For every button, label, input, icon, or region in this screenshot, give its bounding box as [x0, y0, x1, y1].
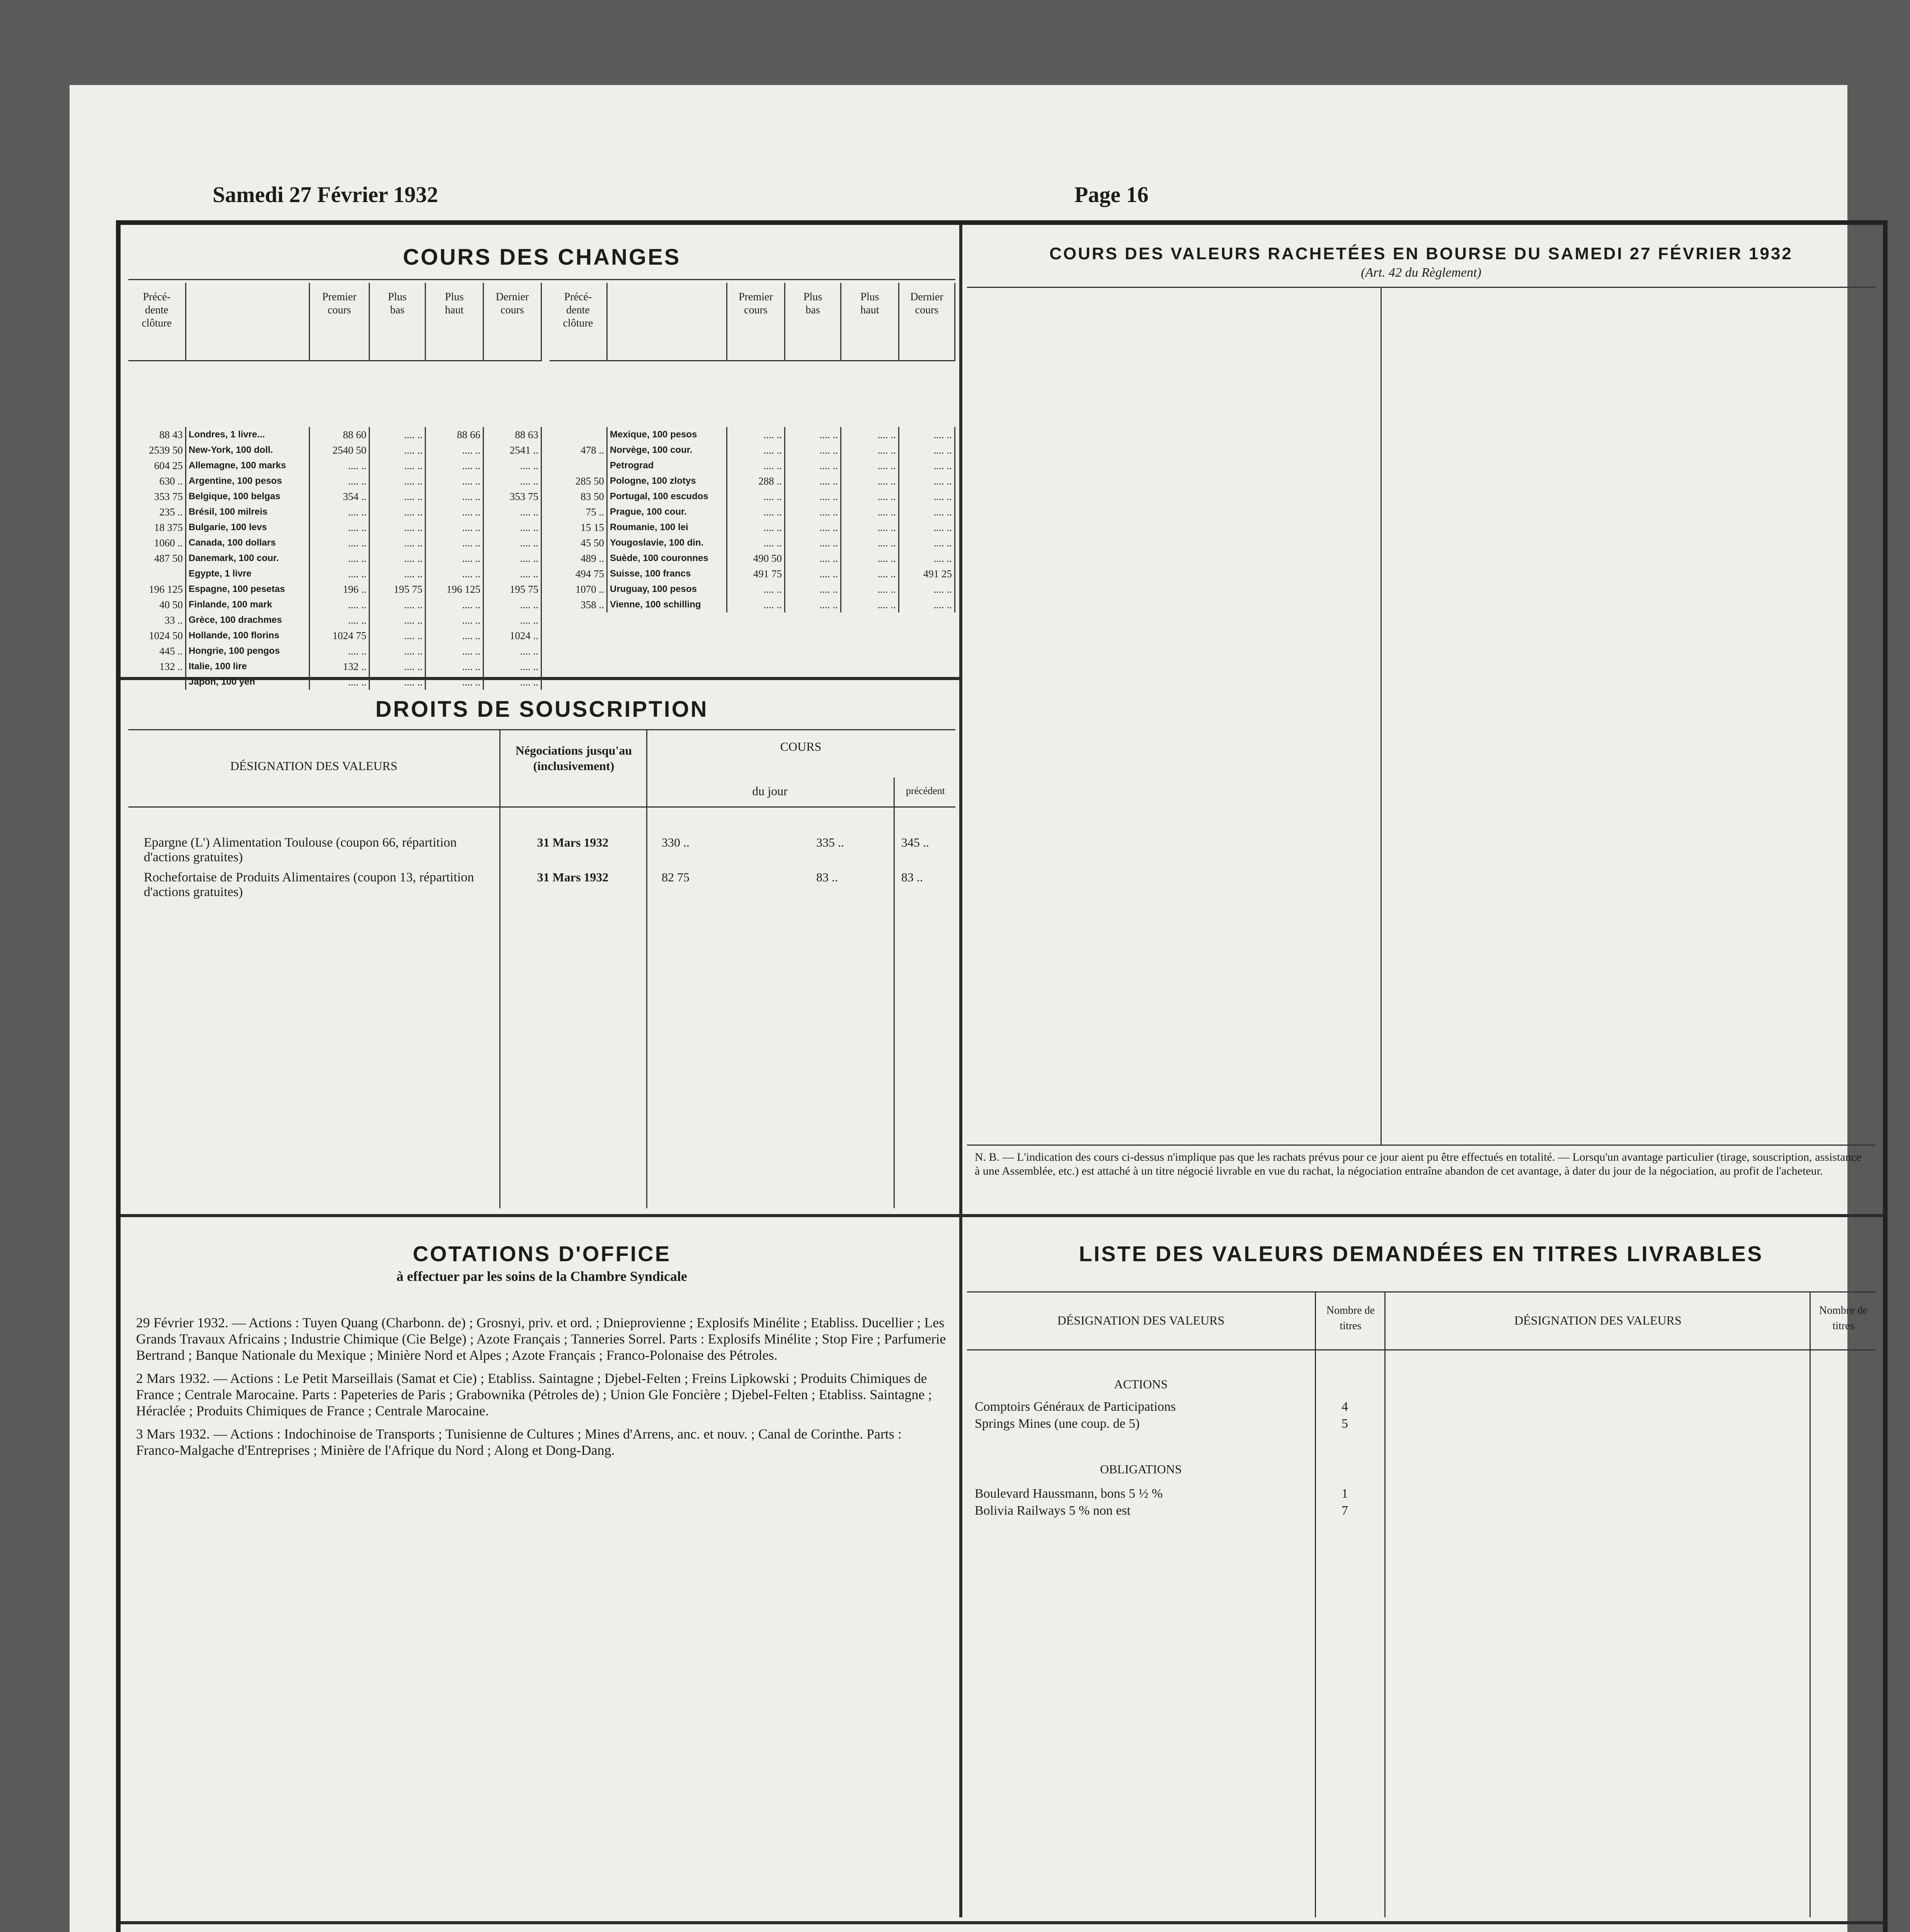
changes-value: .... ..: [841, 458, 899, 473]
liste-col-designation-right: DÉSIGNATION DES VALEURS: [1514, 1313, 1682, 1327]
changes-row: [550, 551, 955, 566]
changes-value: .... ..: [426, 489, 484, 504]
changes-col-head: Plus bas: [370, 283, 426, 360]
changes-value: .... ..: [841, 504, 899, 520]
changes-value: 196 125: [426, 582, 484, 597]
droits-col-designation: DÉSIGNATION DES VALEURS: [230, 759, 398, 773]
changes-value: .... ..: [310, 612, 370, 628]
changes-value: 196 125: [128, 582, 186, 597]
droits-row: [128, 870, 955, 905]
changes-currency: Prague, 100 cour.: [608, 504, 727, 520]
changes-value: .... ..: [899, 473, 955, 489]
cotations-title: COTATIONS D'OFFICE: [412, 1242, 671, 1266]
changes-row: [550, 566, 955, 582]
changes-body: [550, 361, 955, 612]
changes-value: .... ..: [370, 628, 426, 643]
changes-value: 487 50: [128, 551, 186, 566]
changes-value: .... ..: [785, 566, 841, 582]
changes-value: .... ..: [310, 551, 370, 566]
liste-section-obligations: OBLIGATIONS: [1100, 1462, 1182, 1476]
changes-value: 604 25: [128, 458, 186, 473]
changes-value: .... ..: [310, 674, 370, 690]
changes-col-head: Précé- dente clôture: [550, 283, 608, 360]
changes-currency: Allemagne, 100 marks: [186, 458, 310, 473]
changes-value: .... ..: [484, 520, 542, 535]
changes-value: .... ..: [899, 442, 955, 458]
changes-value: .... ..: [841, 442, 899, 458]
liste-row: [975, 1400, 1384, 1417]
liste-nombre: 1: [1341, 1486, 1348, 1501]
changes-row: [550, 520, 955, 535]
changes-value: .... ..: [484, 504, 542, 520]
changes-currency: Brésil, 100 milreis: [186, 504, 310, 520]
changes-value: .... ..: [785, 458, 841, 473]
changes-value: .... ..: [370, 458, 426, 473]
changes-value: 2540 50: [310, 442, 370, 458]
droits-cours-jour: 82 75: [662, 870, 689, 884]
changes-value: .... ..: [370, 489, 426, 504]
changes-row: [550, 442, 955, 458]
changes-value: .... ..: [841, 473, 899, 489]
changes-currency: Italie, 100 lire: [186, 659, 310, 674]
changes-currency: Espagne, 100 pesetas: [186, 582, 310, 597]
changes-row: [550, 489, 955, 504]
changes-row: [128, 520, 542, 535]
droits-title: DROITS DE SOUSCRIPTION: [375, 697, 708, 722]
changes-value: .... ..: [310, 504, 370, 520]
changes-value: 235 ..: [128, 504, 186, 520]
changes-value: .... ..: [727, 504, 785, 520]
changes-row: [550, 597, 955, 612]
changes-currency: Egypte, 1 livre: [186, 566, 310, 582]
rachetees-title: COURS DES VALEURS RACHETÉES EN BOURSE DU SAMEDI 27 FÉVRIER 1932: [1049, 244, 1793, 263]
changes-col-head: [186, 283, 310, 360]
droits-cours-jour: 335 ..: [816, 835, 844, 849]
changes-value: .... ..: [727, 442, 785, 458]
changes-currency: Yougoslavie, 100 din.: [608, 535, 727, 551]
changes-value: 196 ..: [310, 582, 370, 597]
changes-currency: Suède, 100 couronnes: [608, 551, 727, 566]
liste-col-nombre-left: Nombre de titres: [1326, 1304, 1375, 1332]
changes-col-head: Dernier cours: [899, 283, 955, 360]
changes-currency: Japon, 100 yen: [186, 674, 310, 690]
changes-currency: New-York, 100 doll.: [186, 442, 310, 458]
changes-value: .... ..: [426, 612, 484, 628]
changes-value: .... ..: [426, 551, 484, 566]
changes-value: .... ..: [310, 473, 370, 489]
changes-col-head: Dernier cours: [484, 283, 542, 360]
changes-row: [128, 612, 542, 628]
droits-cours-precedent: 83 ..: [901, 870, 923, 884]
rappels-cours-panel: [128, 1929, 642, 1932]
changes-value: 132 ..: [310, 659, 370, 674]
changes-value: 489 ..: [550, 551, 608, 566]
changes-value: .... ..: [484, 458, 542, 473]
changes-table-right: [550, 283, 955, 612]
changes-value: 445 ..: [128, 643, 186, 659]
liste-nombre: 5: [1341, 1417, 1348, 1431]
changes-row: [550, 473, 955, 489]
changes-value: 132 ..: [128, 659, 186, 674]
cotations-subtitle: à effectuer par les soins de la Chambre Syndicale: [397, 1269, 687, 1284]
header-page-number: Page 16: [1074, 182, 1149, 207]
changes-value: .... ..: [785, 597, 841, 612]
droits-date: 31 Mars 1932: [537, 870, 609, 884]
changes-value: .... ..: [484, 659, 542, 674]
column-divider: [959, 225, 962, 1917]
changes-row: [128, 628, 542, 643]
liste-col-designation-left: DÉSIGNATION DES VALEURS: [1057, 1313, 1225, 1327]
changes-currency: Finlande, 100 mark: [186, 597, 310, 612]
row-divider: [121, 1214, 1883, 1217]
changes-value: 1024 75: [310, 628, 370, 643]
changes-value: .... ..: [841, 489, 899, 504]
cotations-office-panel: [128, 1222, 955, 1917]
changes-value: .... ..: [426, 659, 484, 674]
changes-value: 358 ..: [550, 597, 608, 612]
changes-value: 40 50: [128, 597, 186, 612]
changes-value: .... ..: [727, 489, 785, 504]
changes-value: .... ..: [426, 597, 484, 612]
droits-col-negociations: Négociations jusqu'au (inclusivement): [515, 743, 632, 773]
changes-currency: Suisse, 100 francs: [608, 566, 727, 582]
changes-value: .... ..: [426, 628, 484, 643]
droits-designation: Epargne (L') Alimentation Toulouse (coupon 66, répartition d'actions gratuites): [144, 835, 457, 864]
changes-value: .... ..: [484, 612, 542, 628]
droits-designation: Rochefortaise de Produits Alimentaires (coupon 13, répartition d'actions gratuites): [144, 870, 474, 899]
changes-value: .... ..: [370, 674, 426, 690]
changes-currency: Roumanie, 100 lei: [608, 520, 727, 535]
changes-value: .... ..: [484, 643, 542, 659]
changes-row: [128, 473, 542, 489]
changes-value: .... ..: [899, 520, 955, 535]
changes-currency: Belgique, 100 belgas: [186, 489, 310, 504]
changes-value: .... ..: [426, 535, 484, 551]
liste-obligations-rows: [975, 1486, 1384, 1520]
changes-value: .... ..: [426, 458, 484, 473]
changes-value: 88 60: [310, 427, 370, 442]
changes-value: .... ..: [785, 582, 841, 597]
changes-row: [128, 504, 542, 520]
liste-row: [975, 1417, 1384, 1434]
droits-rows: [128, 835, 955, 905]
changes-value: .... ..: [310, 535, 370, 551]
changes-row: [128, 551, 542, 566]
liste-section-actions: ACTIONS: [1114, 1377, 1168, 1391]
changes-value: .... ..: [310, 566, 370, 582]
changes-value: .... ..: [899, 458, 955, 473]
changes-value: .... ..: [426, 504, 484, 520]
changes-value: .... ..: [841, 535, 899, 551]
liste-designation: Bolivia Railways 5 % non est: [975, 1503, 1131, 1518]
changes-value: .... ..: [899, 597, 955, 612]
changes-row: [128, 489, 542, 504]
changes-row: [128, 659, 542, 674]
changes-value: .... ..: [841, 597, 899, 612]
changes-currency: Portugal, 100 escudos: [608, 489, 727, 504]
changes-currency: Canada, 100 dollars: [186, 535, 310, 551]
changes-currency: Grèce, 100 drachmes: [186, 612, 310, 628]
changes-body: [128, 361, 542, 690]
changes-row: [128, 442, 542, 458]
cotations-paragraph: 29 Février 1932. — Actions : Tuyen Quang (Charbonn. de) ; Grosnyi, priv. et ord. ; Dnieprovienne ; Explosifs Minélite ; Etabliss. Ducellier ; Les Grands Travaux Africains ; Industrie Chimique (Cie Belge) ; Azote Français ; Tanneries Sorrel. Parts : Explosifs Minélite ; Stop Fire ; Parfumerie Bertrand ; Banque Nationale du Mexique ; Minière Nord et Alpes ; Azote Français ; Franco-Polonaise des Pétroles.: [136, 1315, 946, 1363]
changes-value: [128, 566, 186, 582]
changes-col-head: Plus haut: [426, 283, 484, 360]
changes-row: [550, 427, 955, 442]
changes-col-head: Plus haut: [841, 283, 899, 360]
changes-value: 88 66: [426, 427, 484, 442]
page-frame: [116, 220, 1888, 1932]
changes-value: .... ..: [785, 520, 841, 535]
changes-currency: Londres, 1 livre...: [186, 427, 310, 442]
changes-value: .... ..: [785, 535, 841, 551]
changes-value: .... ..: [899, 504, 955, 520]
liste-designation: Springs Mines (une coup. de 5): [975, 1417, 1140, 1431]
cotations-paragraph: 2 Mars 1932. — Actions : Le Petit Marseillais (Samat et Cie) ; Etabliss. Saintagne ; Djebel-Felten ; Freins Lipkowski ; Produits Chimiques de France ; Centrale Marocaine. Parts : Papeteries de Paris ; Grabownika (Pétroles de) ; Union Gle Foncière ; Djebel-Felten ; Etabliss. Saintagne ; Héraclée ; Produits Chimiques de France ; Centrale Marocaine.: [136, 1371, 932, 1418]
changes-value: .... ..: [785, 427, 841, 442]
changes-currency: Vienne, 100 schilling: [608, 597, 727, 612]
rachetees-subtitle: (Art. 42 du Règlement): [1361, 265, 1481, 280]
changes-row: [550, 582, 955, 597]
liste-row: [975, 1503, 1384, 1520]
changes-value: .... ..: [727, 427, 785, 442]
changes-row: [128, 582, 542, 597]
changes-value: 83 50: [550, 489, 608, 504]
cotations-paragraph: 3 Mars 1932. — Actions : Indochinoise de Transports ; Tunisienne de Cultures ; Mines d'Arrens, anc. et nouv. ; Canal de Corinthe. Parts : Franco-Malgache d'Entreprises ; Minière de l'Afrique du Nord ; Along et Dong-Dang.: [136, 1426, 902, 1458]
changes-col-head: Premier cours: [727, 283, 785, 360]
liste-title: LISTE DES VALEURS DEMANDÉES EN TITRES LIVRABLES: [1079, 1242, 1764, 1266]
changes-value: .... ..: [370, 643, 426, 659]
changes-currency: Hollande, 100 florins: [186, 628, 310, 643]
changes-value: .... ..: [899, 535, 955, 551]
droits-cours-jour: 330 ..: [662, 835, 689, 849]
changes-value: .... ..: [370, 473, 426, 489]
header-date: Samedi 27 Février 1932: [213, 182, 438, 207]
changes-value: 353 75: [484, 489, 542, 504]
changes-value: [550, 458, 608, 473]
changes-col-head: Premier cours: [310, 283, 370, 360]
droits-cours-jour: 83 ..: [816, 870, 838, 884]
changes-value: 353 75: [128, 489, 186, 504]
droits-date: 31 Mars 1932: [537, 835, 609, 849]
changes-value: 33 ..: [128, 612, 186, 628]
changes-value: .... ..: [841, 520, 899, 535]
changes-value: 45 50: [550, 535, 608, 551]
liste-col-nombre-right: Nombre de titres: [1819, 1304, 1868, 1332]
droits-col-du-jour: du jour: [752, 784, 788, 798]
changes-col-head: Plus bas: [785, 283, 841, 360]
liste-designation: Boulevard Haussmann, bons 5 ½ %: [975, 1486, 1163, 1501]
liste-nombre: 4: [1341, 1400, 1348, 1414]
changes-value: .... ..: [370, 520, 426, 535]
changes-value: .... ..: [370, 427, 426, 442]
changes-value: 288 ..: [727, 473, 785, 489]
valeurs-demandees-offertes-panel: [654, 1929, 1875, 1932]
changes-row: [128, 535, 542, 551]
changes-currency: Mexique, 100 pesos: [608, 427, 727, 442]
changes-value: .... ..: [370, 504, 426, 520]
changes-value: .... ..: [727, 520, 785, 535]
changes-value: .... ..: [370, 442, 426, 458]
changes-value: .... ..: [785, 551, 841, 566]
liste-actions-rows: [975, 1400, 1384, 1434]
changes-value: .... ..: [370, 659, 426, 674]
changes-value: 88 63: [484, 427, 542, 442]
changes-currency: Uruguay, 100 pesos: [608, 582, 727, 597]
changes-value: .... ..: [370, 612, 426, 628]
changes-value: 75 ..: [550, 504, 608, 520]
liste-row: [975, 1486, 1384, 1503]
changes-value: .... ..: [785, 489, 841, 504]
changes-currency: Bulgarie, 100 levs: [186, 520, 310, 535]
changes-value: .... ..: [785, 504, 841, 520]
changes-row: [128, 643, 542, 659]
changes-value: .... ..: [370, 566, 426, 582]
changes-value: .... ..: [727, 582, 785, 597]
changes-value: .... ..: [841, 551, 899, 566]
changes-value: .... ..: [841, 566, 899, 582]
changes-value: .... ..: [426, 674, 484, 690]
changes-value: .... ..: [899, 427, 955, 442]
changes-currency: Petrograd: [608, 458, 727, 473]
changes-value: .... ..: [899, 489, 955, 504]
droits-col-cours: COURS: [780, 740, 822, 753]
row-divider: [121, 1921, 1883, 1924]
changes-value: .... ..: [785, 442, 841, 458]
changes-table-left: [128, 283, 542, 690]
changes-currency: Danemark, 100 cour.: [186, 551, 310, 566]
changes-value: .... ..: [310, 643, 370, 659]
changes-value: .... ..: [841, 582, 899, 597]
changes-currency: Argentine, 100 pesos: [186, 473, 310, 489]
cotations-paragraphs: [136, 1315, 948, 1465]
changes-row: [128, 597, 542, 612]
changes-value: .... ..: [785, 473, 841, 489]
changes-value: 1070 ..: [550, 582, 608, 597]
liste-designation: Comptoirs Généraux de Participations: [975, 1400, 1176, 1414]
changes-value: 285 50: [550, 473, 608, 489]
changes-value: .... ..: [426, 520, 484, 535]
changes-currency: Hongrie, 100 pengos: [186, 643, 310, 659]
changes-value: .... ..: [370, 597, 426, 612]
changes-header-row: [128, 283, 542, 361]
changes-value: .... ..: [727, 458, 785, 473]
changes-value: .... ..: [426, 473, 484, 489]
changes-value: 1060 ..: [128, 535, 186, 551]
changes-value: .... ..: [310, 520, 370, 535]
changes-value: 15 15: [550, 520, 608, 535]
changes-value: 195 75: [484, 582, 542, 597]
changes-value: .... ..: [484, 566, 542, 582]
changes-row: [128, 427, 542, 442]
changes-value: .... ..: [841, 427, 899, 442]
changes-value: 195 75: [370, 582, 426, 597]
changes-value: .... ..: [370, 535, 426, 551]
changes-value: 478 ..: [550, 442, 608, 458]
changes-value: 88 43: [128, 427, 186, 442]
droits-col-precedent: précédent: [906, 785, 945, 796]
changes-value: 1024 ..: [484, 628, 542, 643]
changes-col-head: Précé- dente clôture: [128, 283, 186, 360]
changes-value: .... ..: [727, 597, 785, 612]
changes-value: .... ..: [899, 582, 955, 597]
changes-value: .... ..: [426, 643, 484, 659]
changes-col-head: [608, 283, 727, 360]
changes-value: .... ..: [484, 473, 542, 489]
liste-nombre: 7: [1341, 1503, 1348, 1518]
changes-value: .... ..: [426, 442, 484, 458]
changes-value: .... ..: [484, 674, 542, 690]
changes-row: [550, 458, 955, 473]
changes-row: [550, 504, 955, 520]
changes-value: 1024 50: [128, 628, 186, 643]
changes-currency: Norvège, 100 cour.: [608, 442, 727, 458]
changes-value: 491 75: [727, 566, 785, 582]
cours-des-changes-panel: [128, 233, 955, 688]
changes-value: 2541 ..: [484, 442, 542, 458]
changes-value: .... ..: [484, 597, 542, 612]
changes-header-row: [550, 283, 955, 361]
changes-value: 490 50: [727, 551, 785, 566]
changes-value: 491 25: [899, 566, 955, 582]
changes-value: .... ..: [370, 551, 426, 566]
changes-row: [128, 566, 542, 582]
changes-value: .... ..: [310, 458, 370, 473]
changes-value: 494 75: [550, 566, 608, 582]
droits-cours-precedent: 345 ..: [901, 835, 929, 849]
liste-valeurs-panel: [967, 1222, 1875, 1917]
changes-value: [550, 427, 608, 442]
changes-row: [550, 535, 955, 551]
changes-value: .... ..: [899, 551, 955, 566]
changes-row: [128, 458, 542, 473]
changes-value: 630 ..: [128, 473, 186, 489]
changes-value: 354 ..: [310, 489, 370, 504]
valeurs-rachetees-panel: [967, 233, 1875, 1210]
changes-title: COURS DES CHANGES: [403, 245, 681, 270]
droits-souscription-panel: [128, 685, 955, 1210]
droits-row: [128, 835, 955, 870]
changes-value: .... ..: [426, 566, 484, 582]
changes-value: 2539 50: [128, 442, 186, 458]
changes-value: .... ..: [484, 551, 542, 566]
rachetees-note: N. B. — L'indication des cours ci-dessus n'implique pas que les rachats prévus pour ce jour aient pu être effectués en totalité. — Lorsqu'un avantage particulier (tirage, souscription, assistance à une Assemblée, etc.) est attaché à un titre négocié livrable en vue du rachat, la négociation entraîne abandon de cet avantage, à dater du jour de la négociation, au profit de l'acheteur.: [975, 1151, 1862, 1177]
changes-currency: Pologne, 100 zlotys: [608, 473, 727, 489]
changes-value: .... ..: [484, 535, 542, 551]
changes-value: .... ..: [310, 597, 370, 612]
changes-value: 18 375: [128, 520, 186, 535]
changes-value: .... ..: [727, 535, 785, 551]
